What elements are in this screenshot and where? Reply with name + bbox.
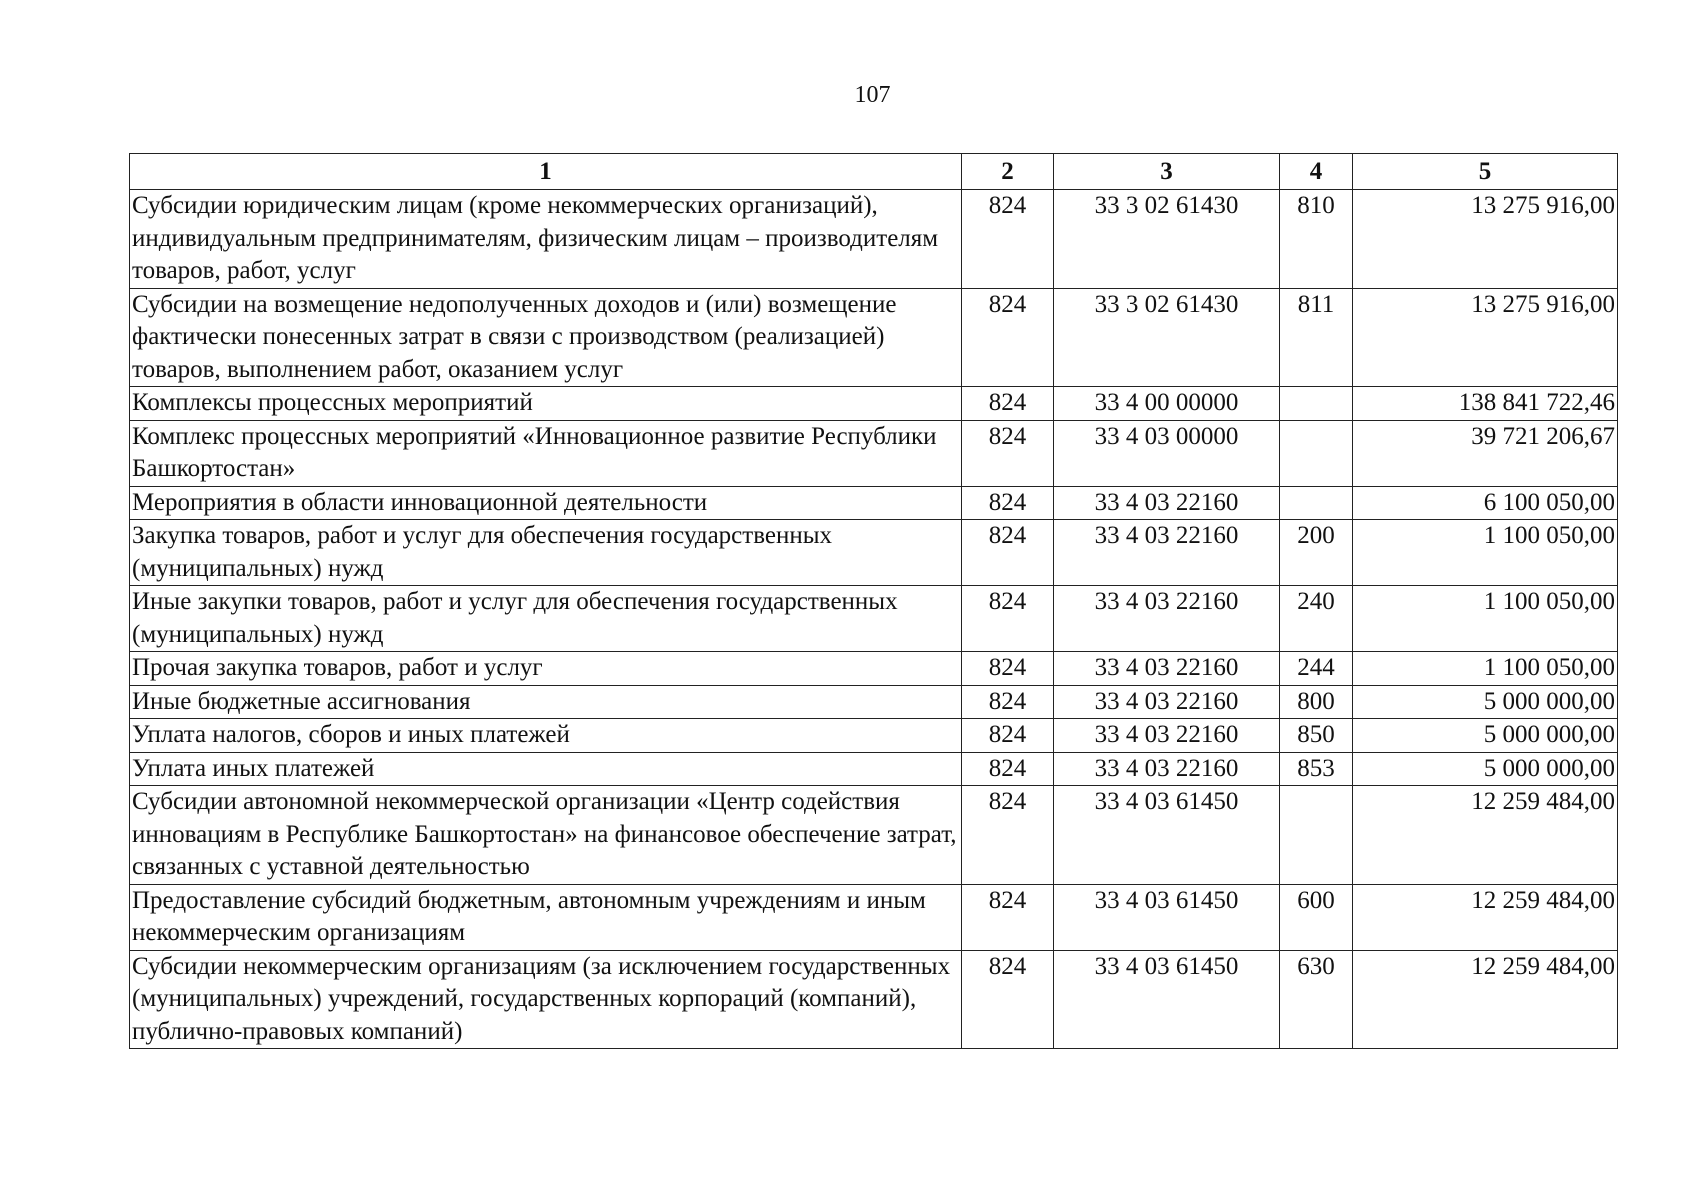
table-row bbox=[130, 685, 1618, 719]
table-row bbox=[130, 884, 1618, 950]
table-header-row bbox=[130, 154, 1618, 190]
table-row bbox=[130, 652, 1618, 686]
row-amount-cell: 39 721 206,67 bbox=[1353, 420, 1618, 486]
table-row bbox=[130, 520, 1618, 586]
budget-table bbox=[129, 153, 1618, 1049]
row-expense-type-cell: 630 bbox=[1280, 950, 1353, 1049]
table-row bbox=[130, 486, 1618, 520]
row-expense-type-cell bbox=[1280, 420, 1353, 486]
row-dept-code-cell: 824 bbox=[962, 486, 1054, 520]
row-amount-cell: 1 100 050,00 bbox=[1353, 586, 1618, 652]
row-target-article-cell: 33 4 00 00000 bbox=[1054, 387, 1280, 421]
row-name-cell: Субсидии юридическим лицам (кроме некоммерческих организаций), индивидуальным предпринимателям, физическим лицам – производителям товаров, работ, услуг bbox=[130, 190, 962, 289]
row-expense-type-cell: 850 bbox=[1280, 719, 1353, 753]
row-name-cell: Комплекс процессных мероприятий «Инновационное развитие Республики Башкортостан» bbox=[130, 420, 962, 486]
row-dept-code-cell: 824 bbox=[962, 685, 1054, 719]
row-amount-cell: 1 100 050,00 bbox=[1353, 520, 1618, 586]
table-row bbox=[130, 387, 1618, 421]
row-expense-type-cell bbox=[1280, 486, 1353, 520]
row-name-cell: Иные закупки товаров, работ и услуг для обеспечения государственных (муниципальных) нужд bbox=[130, 586, 962, 652]
page-number: 107 bbox=[854, 82, 891, 108]
row-expense-type-cell: 800 bbox=[1280, 685, 1353, 719]
row-name-cell: Мероприятия в области инновационной деятельности bbox=[130, 486, 962, 520]
row-amount-cell: 12 259 484,00 bbox=[1353, 950, 1618, 1049]
row-expense-type-cell bbox=[1280, 786, 1353, 885]
row-amount-cell: 5 000 000,00 bbox=[1353, 719, 1618, 753]
row-target-article-cell: 33 4 03 22160 bbox=[1054, 685, 1280, 719]
row-target-article-cell: 33 3 02 61430 bbox=[1054, 190, 1280, 289]
row-dept-code-cell: 824 bbox=[962, 420, 1054, 486]
table-row bbox=[130, 420, 1618, 486]
row-amount-cell: 5 000 000,00 bbox=[1353, 685, 1618, 719]
row-dept-code-cell: 824 bbox=[962, 288, 1054, 387]
row-dept-code-cell: 824 bbox=[962, 884, 1054, 950]
table-row bbox=[130, 719, 1618, 753]
table-body bbox=[130, 190, 1618, 1049]
table-row bbox=[130, 950, 1618, 1049]
row-target-article-cell: 33 3 02 61430 bbox=[1054, 288, 1280, 387]
row-expense-type-cell: 244 bbox=[1280, 652, 1353, 686]
row-expense-type-cell: 811 bbox=[1280, 288, 1353, 387]
row-dept-code-cell: 824 bbox=[962, 719, 1054, 753]
row-dept-code-cell: 824 bbox=[962, 786, 1054, 885]
row-name-cell: Иные бюджетные ассигнования bbox=[130, 685, 962, 719]
row-target-article-cell: 33 4 03 00000 bbox=[1054, 420, 1280, 486]
row-expense-type-cell: 853 bbox=[1280, 752, 1353, 786]
column-header: 3 bbox=[1054, 154, 1280, 190]
row-amount-cell: 12 259 484,00 bbox=[1353, 786, 1618, 885]
row-amount-cell: 138 841 722,46 bbox=[1353, 387, 1618, 421]
row-target-article-cell: 33 4 03 61450 bbox=[1054, 884, 1280, 950]
row-name-cell: Закупка товаров, работ и услуг для обеспечения государственных (муниципальных) нужд bbox=[130, 520, 962, 586]
row-amount-cell: 12 259 484,00 bbox=[1353, 884, 1618, 950]
row-dept-code-cell: 824 bbox=[962, 950, 1054, 1049]
row-dept-code-cell: 824 bbox=[962, 586, 1054, 652]
row-expense-type-cell: 600 bbox=[1280, 884, 1353, 950]
row-target-article-cell: 33 4 03 22160 bbox=[1054, 652, 1280, 686]
row-target-article-cell: 33 4 03 22160 bbox=[1054, 586, 1280, 652]
table-row bbox=[130, 786, 1618, 885]
row-name-cell: Предоставление субсидий бюджетным, автономным учреждениям и иным некоммерческим организациям bbox=[130, 884, 962, 950]
row-target-article-cell: 33 4 03 61450 bbox=[1054, 950, 1280, 1049]
column-header: 2 bbox=[962, 154, 1054, 190]
column-header: 1 bbox=[130, 154, 962, 190]
row-name-cell: Уплата иных платежей bbox=[130, 752, 962, 786]
row-expense-type-cell: 200 bbox=[1280, 520, 1353, 586]
row-expense-type-cell: 810 bbox=[1280, 190, 1353, 289]
row-target-article-cell: 33 4 03 22160 bbox=[1054, 520, 1280, 586]
table-row bbox=[130, 288, 1618, 387]
row-expense-type-cell: 240 bbox=[1280, 586, 1353, 652]
row-target-article-cell: 33 4 03 22160 bbox=[1054, 486, 1280, 520]
row-target-article-cell: 33 4 03 22160 bbox=[1054, 752, 1280, 786]
row-amount-cell: 5 000 000,00 bbox=[1353, 752, 1618, 786]
row-name-cell: Прочая закупка товаров, работ и услуг bbox=[130, 652, 962, 686]
row-target-article-cell: 33 4 03 61450 bbox=[1054, 786, 1280, 885]
row-dept-code-cell: 824 bbox=[962, 752, 1054, 786]
row-dept-code-cell: 824 bbox=[962, 652, 1054, 686]
column-header: 5 bbox=[1353, 154, 1618, 190]
row-expense-type-cell bbox=[1280, 387, 1353, 421]
table-row bbox=[130, 190, 1618, 289]
row-amount-cell: 13 275 916,00 bbox=[1353, 190, 1618, 289]
table-row bbox=[130, 752, 1618, 786]
row-amount-cell: 6 100 050,00 bbox=[1353, 486, 1618, 520]
row-name-cell: Субсидии на возмещение недополученных доходов и (или) возмещение фактически понесенных затрат в связи с производством (реализацией) товаров, выполнением работ, оказанием услуг bbox=[130, 288, 962, 387]
row-name-cell: Уплата налогов, сборов и иных платежей bbox=[130, 719, 962, 753]
row-name-cell: Субсидии автономной некоммерческой организации «Центр содействия инновациям в Республике Башкортостан» на финансовое обеспечение затрат, связанных с уставной деятельностью bbox=[130, 786, 962, 885]
row-name-cell: Комплексы процессных мероприятий bbox=[130, 387, 962, 421]
column-header: 4 bbox=[1280, 154, 1353, 190]
row-dept-code-cell: 824 bbox=[962, 520, 1054, 586]
row-dept-code-cell: 824 bbox=[962, 387, 1054, 421]
row-target-article-cell: 33 4 03 22160 bbox=[1054, 719, 1280, 753]
row-name-cell: Субсидии некоммерческим организациям (за исключением государственных (муниципальных) учреждений, государственных корпораций (компаний), публично-правовых компаний) bbox=[130, 950, 962, 1049]
row-amount-cell: 1 100 050,00 bbox=[1353, 652, 1618, 686]
row-dept-code-cell: 824 bbox=[962, 190, 1054, 289]
table-row bbox=[130, 586, 1618, 652]
row-amount-cell: 13 275 916,00 bbox=[1353, 288, 1618, 387]
